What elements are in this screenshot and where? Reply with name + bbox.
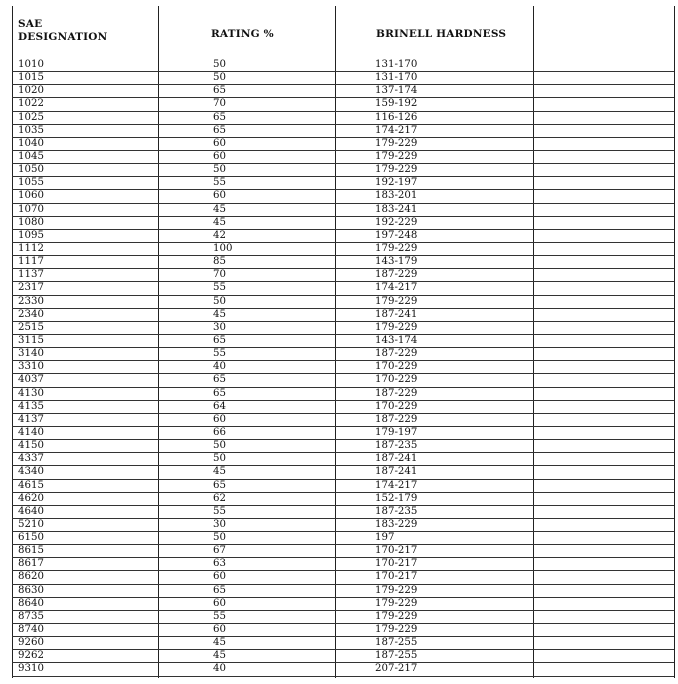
table-row [12, 414, 674, 427]
cell-designation: 8630 [18, 584, 44, 596]
cell-designation: 6150 [18, 532, 44, 544]
cell-rating: 65 [213, 124, 226, 136]
cell-designation: 2330 [18, 295, 44, 307]
cell-hardness: 187-235 [375, 440, 418, 452]
cell-hardness: 179-229 [375, 321, 418, 333]
cell-rating: 45 [213, 650, 226, 662]
cell-rating: 65 [213, 85, 226, 97]
cell-designation: 4640 [18, 505, 44, 517]
cell-designation: 1055 [18, 177, 44, 189]
cell-designation: 5210 [18, 518, 44, 530]
cell-hardness: 187-235 [375, 505, 418, 517]
cell-designation: 9262 [18, 650, 44, 662]
cell-rating: 65 [213, 374, 226, 386]
cell-hardness: 187-241 [375, 453, 418, 465]
cell-rating: 50 [213, 295, 226, 307]
cell-rating: 45 [213, 466, 226, 478]
cell-hardness: 187-229 [375, 413, 418, 425]
cell-designation: 4037 [18, 374, 44, 386]
table-row [12, 558, 674, 571]
cell-designation: 8735 [18, 610, 44, 622]
cell-rating: 62 [213, 492, 226, 504]
table-row [12, 348, 674, 361]
table-row [12, 335, 674, 348]
cell-designation: 3140 [18, 348, 44, 360]
table-row [12, 663, 674, 676]
cell-rating: 65 [213, 111, 226, 123]
cell-rating: 70 [213, 98, 226, 110]
cell-rating: 60 [213, 571, 226, 583]
cell-designation: 4140 [18, 426, 44, 438]
cell-hardness: 174-217 [375, 479, 418, 491]
cell-designation: 1025 [18, 111, 44, 123]
table-row [12, 585, 674, 598]
cell-hardness: 187-241 [375, 308, 418, 320]
table-row [12, 164, 674, 177]
table-row [12, 125, 674, 138]
table-row [12, 98, 674, 111]
cell-hardness: 179-197 [375, 426, 418, 438]
cell-rating: 45 [213, 637, 226, 649]
cell-hardness: 170-217 [375, 558, 418, 570]
table-row [12, 637, 674, 650]
cell-hardness: 143-179 [375, 256, 418, 268]
table-row [12, 650, 674, 663]
cell-designation: 1040 [18, 137, 44, 149]
cell-designation: 9310 [18, 663, 44, 675]
cell-rating: 100 [213, 242, 233, 254]
cell-hardness: 183-229 [375, 518, 418, 530]
table-row [12, 309, 674, 322]
cell-hardness: 179-229 [375, 584, 418, 596]
cell-rating: 55 [213, 282, 226, 294]
table-row [12, 177, 674, 190]
table-row [12, 506, 674, 519]
cell-rating: 30 [213, 518, 226, 530]
cell-designation: 8640 [18, 597, 44, 609]
table-row [12, 361, 674, 374]
table-row [12, 282, 674, 295]
cell-rating: 55 [213, 505, 226, 517]
table-row [12, 466, 674, 479]
cell-hardness: 179-229 [375, 164, 418, 176]
cell-designation: 1045 [18, 150, 44, 162]
table-row [12, 204, 674, 217]
cell-designation: 1112 [18, 242, 44, 254]
cell-hardness: 174-217 [375, 282, 418, 294]
cell-designation: 4137 [18, 413, 44, 425]
table-row [12, 624, 674, 637]
cell-rating: 50 [213, 72, 226, 84]
cell-hardness: 192-197 [375, 177, 418, 189]
table-row [12, 480, 674, 493]
cell-designation: 1137 [18, 269, 44, 281]
cell-hardness: 174-217 [375, 124, 418, 136]
table-row [12, 374, 674, 387]
cell-designation: 1022 [18, 98, 44, 110]
cell-hardness: 170-229 [375, 361, 418, 373]
cell-designation: 1020 [18, 85, 44, 97]
cell-rating: 65 [213, 334, 226, 346]
cell-hardness: 197-248 [375, 229, 418, 241]
cell-rating: 60 [213, 624, 226, 636]
cell-designation: 8740 [18, 624, 44, 636]
cell-hardness: 187-229 [375, 387, 418, 399]
table-row [12, 388, 674, 401]
cell-hardness: 170-229 [375, 400, 418, 412]
table-row [12, 217, 674, 230]
cell-rating: 50 [213, 453, 226, 465]
cell-rating: 55 [213, 348, 226, 360]
table-row [12, 532, 674, 545]
cell-rating: 42 [213, 229, 226, 241]
table-row [12, 112, 674, 125]
header-rating: RATING % [211, 28, 274, 40]
cell-rating: 50 [213, 164, 226, 176]
table-row [12, 72, 674, 85]
cell-hardness: 179-229 [375, 150, 418, 162]
cell-designation: 1050 [18, 164, 44, 176]
cell-rating: 60 [213, 413, 226, 425]
cell-rating: 60 [213, 150, 226, 162]
table-row [12, 151, 674, 164]
cell-rating: 63 [213, 558, 226, 570]
cell-rating: 40 [213, 663, 226, 675]
table-row [12, 269, 674, 282]
machinability-table [12, 6, 676, 678]
table-row [12, 545, 674, 558]
table-row [12, 256, 674, 269]
cell-rating: 30 [213, 321, 226, 333]
cell-rating: 64 [213, 400, 226, 412]
cell-designation: 8620 [18, 571, 44, 583]
column-rule [674, 6, 675, 678]
cell-rating: 60 [213, 190, 226, 202]
cell-hardness: 187-229 [375, 348, 418, 360]
cell-designation: 1095 [18, 229, 44, 241]
cell-designation: 1035 [18, 124, 44, 136]
cell-designation: 1060 [18, 190, 44, 202]
table-row [12, 453, 674, 466]
table-row [12, 230, 674, 243]
cell-hardness: 170-229 [375, 374, 418, 386]
cell-rating: 66 [213, 426, 226, 438]
cell-hardness: 187-255 [375, 637, 418, 649]
cell-hardness: 207-217 [375, 663, 418, 675]
table-row [12, 190, 674, 203]
table-row [12, 243, 674, 256]
cell-designation: 1117 [18, 256, 44, 268]
cell-hardness: 159-192 [375, 98, 418, 110]
header-designation-line2: DESIGNATION [18, 31, 108, 43]
cell-hardness: 179-229 [375, 295, 418, 307]
cell-hardness: 131-170 [375, 59, 418, 70]
cell-hardness: 170-217 [375, 545, 418, 557]
cell-rating: 60 [213, 597, 226, 609]
cell-hardness: 116-126 [375, 111, 418, 123]
cell-hardness: 137-174 [375, 85, 418, 97]
cell-hardness: 183-241 [375, 203, 418, 215]
cell-designation: 4620 [18, 492, 44, 504]
cell-designation: 1080 [18, 216, 44, 228]
cell-rating: 70 [213, 269, 226, 281]
cell-rating: 85 [213, 256, 226, 268]
cell-designation: 1015 [18, 72, 44, 84]
cell-designation: 2515 [18, 321, 44, 333]
cell-designation: 4337 [18, 453, 44, 465]
table-row [12, 611, 674, 624]
cell-hardness: 179-229 [375, 610, 418, 622]
cell-hardness: 192-229 [375, 216, 418, 228]
cell-hardness: 187-241 [375, 466, 418, 478]
cell-designation: 2317 [18, 282, 44, 294]
cell-rating: 55 [213, 610, 226, 622]
cell-rating: 50 [213, 532, 226, 544]
cell-designation: 3115 [18, 334, 44, 346]
table-body [12, 59, 674, 677]
table-row [12, 85, 674, 98]
cell-rating: 50 [213, 440, 226, 452]
cell-hardness: 179-229 [375, 597, 418, 609]
cell-rating: 67 [213, 545, 226, 557]
cell-designation: 4150 [18, 440, 44, 452]
cell-hardness: 179-229 [375, 137, 418, 149]
table-row [12, 296, 674, 309]
cell-rating: 40 [213, 361, 226, 373]
header-designation-line1: SAE [18, 18, 43, 30]
cell-hardness: 131-170 [375, 72, 418, 84]
table-header [12, 6, 674, 59]
cell-designation: 2340 [18, 308, 44, 320]
table-row [12, 598, 674, 611]
cell-rating: 45 [213, 203, 226, 215]
cell-rating: 65 [213, 479, 226, 491]
cell-designation: 4615 [18, 479, 44, 491]
table-row [12, 401, 674, 414]
cell-designation: 4135 [18, 400, 44, 412]
table-row [12, 440, 674, 453]
cell-designation: 3310 [18, 361, 44, 373]
cell-hardness: 197 [375, 532, 395, 544]
cell-hardness: 187-229 [375, 269, 418, 281]
table-row [12, 493, 674, 506]
cell-hardness: 187-255 [375, 650, 418, 662]
cell-rating: 65 [213, 387, 226, 399]
cell-rating: 55 [213, 177, 226, 189]
cell-hardness: 183-201 [375, 190, 418, 202]
table-row [12, 322, 674, 335]
cell-hardness: 179-229 [375, 242, 418, 254]
cell-designation: 9260 [18, 637, 44, 649]
cell-designation: 4340 [18, 466, 44, 478]
cell-hardness: 152-179 [375, 492, 418, 504]
cell-rating: 60 [213, 137, 226, 149]
table-row [12, 571, 674, 584]
table-row [12, 427, 674, 440]
header-hardness: BRINELL HARDNESS [376, 28, 507, 40]
cell-designation: 1010 [18, 59, 44, 70]
cell-rating: 50 [213, 59, 226, 70]
cell-rating: 45 [213, 216, 226, 228]
cell-hardness: 170-217 [375, 571, 418, 583]
cell-rating: 65 [213, 584, 226, 596]
cell-designation: 8615 [18, 545, 44, 557]
cell-designation: 1070 [18, 203, 44, 215]
cell-designation: 4130 [18, 387, 44, 399]
table-row [12, 519, 674, 532]
table-row [12, 59, 674, 72]
header-designation [18, 18, 107, 44]
cell-designation: 8617 [18, 558, 44, 570]
cell-rating: 45 [213, 308, 226, 320]
table-row [12, 138, 674, 151]
cell-hardness: 179-229 [375, 624, 418, 636]
cell-hardness: 143-174 [375, 334, 418, 346]
